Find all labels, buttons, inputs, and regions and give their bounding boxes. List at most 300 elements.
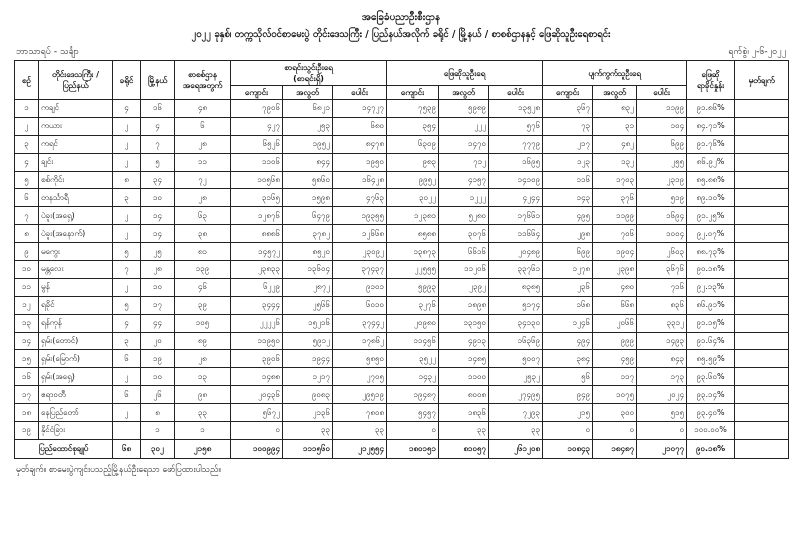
cell-abs-f: ၃၁ xyxy=(593,117,637,135)
total-district: ၆၈ xyxy=(113,439,141,458)
document-subtitle: ၂၀၂၂ ခုနှစ်၊ တက္ကသိုလ်ဝင်စာမေးပွဲ တိုင်းဒေသကြီး / ပြည်နယ်အလိုက် ခရိုင် / မြို့နယ် / စာစစ်ဌာနနှင့် ဖြေဆိုသူဦးရေစာရင်း xyxy=(191,29,611,40)
document-title: အခြေခံပညာဦးစီးဌာန xyxy=(361,12,441,23)
cell-township: ၁၀ xyxy=(141,189,175,207)
cell-township: ၁၀ xyxy=(141,368,175,386)
cell-reg-m: ၆၂၂၉ xyxy=(231,278,283,296)
cell-att-f: ၃၃ xyxy=(439,422,489,440)
cell-region: ကယား xyxy=(39,117,113,135)
total-reg-private: ၁၁၁၅၆၀ xyxy=(283,439,333,458)
cell-abs-t: ၈၃၆ xyxy=(637,296,687,314)
table-row xyxy=(15,404,789,422)
cell-att-m: ၁၂၃၈၁ xyxy=(387,207,439,225)
cell-att-f: ၅၂၈၀ xyxy=(439,207,489,225)
cell-pct: ၁၀၀.၀၀% xyxy=(687,422,735,440)
cell-abs-t: ၅၁၉ xyxy=(637,189,687,207)
cell-reg-f: ၂၅၆၆ xyxy=(283,296,333,314)
cell-remarks xyxy=(735,225,789,243)
cell-reg-m: ၃၄၄၄ xyxy=(231,296,283,314)
cell-att-m: ၁၃၈၇၃ xyxy=(387,243,439,261)
cell-region: ပဲခူး(အရှေ့) xyxy=(39,207,113,225)
total-remarks xyxy=(735,439,789,458)
cell-centers: ၈၁ xyxy=(175,243,231,261)
col-registered-sub: (စာရင်းရှိ) xyxy=(293,74,324,83)
table-row xyxy=(15,332,789,350)
cell-township: ၂၈ xyxy=(141,261,175,279)
cell-centers: ၃၈ xyxy=(175,225,231,243)
cell-reg-t: ၆၈၀ xyxy=(333,117,387,135)
cell-abs-t: ၂၆၀၃ xyxy=(637,243,687,261)
cell-district: ၂ xyxy=(113,278,141,296)
col-att-school: ကျောင်း xyxy=(387,86,439,100)
cell-pct: ၉၁.၇၆% xyxy=(687,135,735,153)
table-body xyxy=(15,100,789,440)
cell-abs-m: ၁၂၄၆ xyxy=(543,314,593,332)
cell-centers: ၃၉ xyxy=(175,296,231,314)
col-abs-school: ကျောင်း xyxy=(543,86,593,100)
cell-township: ၃၄ xyxy=(141,171,175,189)
cell-abs-m: ၄၉၄ xyxy=(543,332,593,350)
cell-reg-t: ၁၄၇၂၇ xyxy=(333,100,387,118)
cell-abs-t: ၀ xyxy=(637,422,687,440)
cell-district: ၅ xyxy=(113,296,141,314)
cell-remarks xyxy=(735,278,789,296)
cell-no: ၁၁ xyxy=(15,278,39,296)
cell-reg-t: ၂၃၀၉၂ xyxy=(333,243,387,261)
cell-att-f: ၄၉၁၃ xyxy=(439,332,489,350)
cell-reg-f: ၁၅၉၈ xyxy=(283,189,333,207)
cell-district: ၂ xyxy=(113,153,141,171)
table-row xyxy=(15,386,789,404)
cell-att-m: ၂၂၅၅၅ xyxy=(387,261,439,279)
cell-att-t: ၁၃၅၂၈ xyxy=(489,100,543,118)
table-row xyxy=(15,350,789,368)
cell-remarks xyxy=(735,100,789,118)
cell-no: ၁၄ xyxy=(15,332,39,350)
cell-att-m: ၁၁၄၅၆ xyxy=(387,332,439,350)
cell-abs-m: ၂၃၆ xyxy=(543,278,593,296)
cell-remarks xyxy=(735,153,789,171)
cell-att-f: ၅၉၈၉ xyxy=(439,100,489,118)
total-att-total: ၂၆၁၂၀၈ xyxy=(489,439,543,458)
cell-remarks xyxy=(735,296,789,314)
cell-abs-f: ၄၅၉ xyxy=(593,350,637,368)
cell-abs-f: ၁၇၀၃ xyxy=(593,171,637,189)
cell-att-t: ၇၇၇၉ xyxy=(489,135,543,153)
cell-att-m: ၁၄၃၂ xyxy=(387,368,439,386)
cell-centers: ၂၈ xyxy=(175,135,231,153)
cell-no: ၉ xyxy=(15,243,39,261)
cell-reg-m: ၁၂၈၇၆ xyxy=(231,207,283,225)
cell-att-f: ၁၈၃၆ xyxy=(439,404,489,422)
cell-reg-t: ၅၈၅၀ xyxy=(333,350,387,368)
total-row xyxy=(15,439,789,458)
cell-abs-m: ၇၃ xyxy=(543,117,593,135)
cell-abs-f: ၆၆၈ xyxy=(593,296,637,314)
cell-att-t: ၂၅၃၂ xyxy=(489,368,543,386)
cell-att-m: ၉၈၃ xyxy=(387,153,439,171)
cell-att-t: ၁၁၆၆၄ xyxy=(489,225,543,243)
cell-region: ရန်ကုန် xyxy=(39,314,113,332)
col-registered-label: စာရင်းသွင်းဦးရေ xyxy=(284,63,333,72)
cell-att-t: ၃၃ xyxy=(489,422,543,440)
col-reg-school: ကျောင်း xyxy=(231,86,283,100)
cell-no: ၃ xyxy=(15,135,39,153)
cell-reg-f: ၃၃ xyxy=(283,422,333,440)
cell-remarks xyxy=(735,386,789,404)
cell-reg-t: ၁၉၃၅၅ xyxy=(333,207,387,225)
cell-abs-f: ၁၉၀၄ xyxy=(593,243,637,261)
cell-abs-m: ၁၁၆ xyxy=(543,171,593,189)
cell-att-t: ၅၁၇၄ xyxy=(489,296,543,314)
cell-no: ၁၈ xyxy=(15,404,39,422)
cell-district: ၂ xyxy=(113,207,141,225)
total-label: ပြည်ထောင်စုချုပ် xyxy=(15,439,113,458)
cell-att-f: ၂၃၉၂ xyxy=(439,278,489,296)
cell-att-f: ၇၁၂ xyxy=(439,153,489,171)
cell-att-t: ၇၂၉၃ xyxy=(489,404,543,422)
cell-no: ၆ xyxy=(15,189,39,207)
cell-att-f: ၁၄၇၀ xyxy=(439,135,489,153)
cell-abs-f: ၃၀၀ xyxy=(593,404,637,422)
cell-region: ဧရာဝတီ xyxy=(39,386,113,404)
cell-reg-m: ၄၂၇ xyxy=(231,117,283,135)
cell-abs-t: ၅၁၅ xyxy=(637,404,687,422)
cell-att-f: ၁၈၉၈ xyxy=(439,296,489,314)
cell-region: ကရင် xyxy=(39,135,113,153)
cell-abs-m: ၉၄၉ xyxy=(543,386,593,404)
cell-att-t: ၂၇၄၉၅ xyxy=(489,386,543,404)
total-township: ၃၀၂ xyxy=(141,439,175,458)
cell-reg-t: ၁၇၈၆၂ xyxy=(333,332,387,350)
cell-district: ၂ xyxy=(113,404,141,422)
col-reg-total: ပေါင်း xyxy=(333,86,387,100)
cell-abs-f: ၀ xyxy=(593,422,637,440)
cell-att-t: ၃၃၇၆၁ xyxy=(489,261,543,279)
cell-reg-m: ၈၈၈၆ xyxy=(231,225,283,243)
cell-region: ပဲခူး(အနောက်) xyxy=(39,225,113,243)
cell-reg-f: ၉၀၈၃ xyxy=(283,386,333,404)
cell-district xyxy=(113,422,141,440)
cell-remarks xyxy=(735,117,789,135)
table-row xyxy=(15,243,789,261)
table-row xyxy=(15,189,789,207)
subject-label: ဘာသာရပ် - သင်္ချာ xyxy=(16,47,79,57)
cell-abs-f: ၉၉၉ xyxy=(593,332,637,350)
cell-centers: ၂၈ xyxy=(175,350,231,368)
cell-reg-m: ၁၄၈၈ xyxy=(231,368,283,386)
total-att-private: ၈၁၀၅၇ xyxy=(439,439,489,458)
col-remarks: မှတ်ချက် xyxy=(735,61,789,100)
cell-no: ၁၉ xyxy=(15,422,39,440)
cell-abs-f: ၈၃၂ xyxy=(593,100,637,118)
cell-reg-m: ၅၆၇၂ xyxy=(231,404,283,422)
cell-pct: ၈၅.၅၉% xyxy=(687,350,735,368)
cell-reg-m: ၀ xyxy=(231,422,283,440)
cell-att-m: ၅၉၉၃ xyxy=(387,278,439,296)
total-abs-total: ၂၁၀၇၇ xyxy=(637,439,687,458)
cell-region: ရှမ်း(မြောက်) xyxy=(39,350,113,368)
col-district: ခရိုင် xyxy=(113,61,141,100)
cell-township: ၄ xyxy=(141,117,175,135)
cell-region: ရှမ်း(အရှေ့) xyxy=(39,368,113,386)
cell-reg-t: ၃၇၄၃၇ xyxy=(333,261,387,279)
col-pct: ဖြေဆို ရာခိုင်နှုန်း xyxy=(687,61,735,100)
cell-abs-t: ၁၀၄ xyxy=(637,117,687,135)
cell-abs-m: ၁၄၃ xyxy=(543,189,593,207)
cell-abs-m: ၆၉၉ xyxy=(543,243,593,261)
cell-reg-t: ၂၉၅၁၉ xyxy=(333,386,387,404)
cell-pct: ၉၀.၁၈% xyxy=(687,261,735,279)
cell-att-m: ၃၂၇၆ xyxy=(387,296,439,314)
cell-township: ၂၀ xyxy=(141,332,175,350)
cell-att-m: ၇၅၃၉ xyxy=(387,100,439,118)
cell-remarks xyxy=(735,243,789,261)
cell-region: ကချင် xyxy=(39,100,113,118)
cell-reg-f: ၁၉၅၂ xyxy=(283,135,333,153)
cell-region: မွန် xyxy=(39,278,113,296)
cell-abs-f: ၁၀၇၅ xyxy=(593,386,637,404)
cell-abs-f: ၁၁၇ xyxy=(593,368,637,386)
col-township: မြို့နယ် xyxy=(141,61,175,100)
table-row xyxy=(15,153,789,171)
cell-pct: ၉၂.၁၃% xyxy=(687,278,735,296)
cell-centers: ၁၃ xyxy=(175,368,231,386)
cell-att-m: ၈၅၈၈ xyxy=(387,225,439,243)
cell-remarks xyxy=(735,368,789,386)
cell-township: ၁ xyxy=(141,422,175,440)
cell-abs-m: ၂၁၇ xyxy=(543,135,593,153)
col-att-total: ပေါင်း xyxy=(489,86,543,100)
cell-abs-t: ၂၀၂၄ xyxy=(637,386,687,404)
cell-centers: ၄၈ xyxy=(175,100,231,118)
cell-township: ၁၆ xyxy=(141,100,175,118)
cell-remarks xyxy=(735,422,789,440)
cell-township: ၂၅ xyxy=(141,243,175,261)
cell-abs-f: ၂၃၉၈ xyxy=(593,261,637,279)
cell-no: ၁၂ xyxy=(15,296,39,314)
table-row xyxy=(15,314,789,332)
cell-att-m: ၅၄၅၇ xyxy=(387,404,439,422)
cell-att-t: ၂၀၄၈၉ xyxy=(489,243,543,261)
cell-att-t: ၅၇၆ xyxy=(489,117,543,135)
cell-no: ၁၃ xyxy=(15,314,39,332)
col-no: စဉ် xyxy=(15,61,39,100)
table-row xyxy=(15,296,789,314)
cell-att-f: ၆၆၁၆ xyxy=(439,243,489,261)
cell-att-f: ၁၃၁၅၀ xyxy=(439,314,489,332)
cell-att-t: ၈၃၈၅ xyxy=(489,278,543,296)
cell-abs-f: ၁၁၉၉ xyxy=(593,207,637,225)
cell-reg-m: ၂၃၈၃၃ xyxy=(231,261,283,279)
cell-centers: ၄၆ xyxy=(175,278,231,296)
cell-abs-f: ၄၈၀ xyxy=(593,278,637,296)
table-row xyxy=(15,278,789,296)
cell-district: ၆ xyxy=(113,386,141,404)
cell-no: ၅ xyxy=(15,171,39,189)
cell-reg-t: ၉၁၀၁ xyxy=(333,278,387,296)
cell-abs-m: ၃၆၇ xyxy=(543,100,593,118)
table-row xyxy=(15,368,789,386)
cell-district: ၄ xyxy=(113,100,141,118)
cell-township: ၁၄ xyxy=(141,225,175,243)
cell-att-t: ၁၄၁၀၉ xyxy=(489,171,543,189)
cell-reg-m: ၁၁၉၅၀ xyxy=(231,332,283,350)
cell-no: ၁ xyxy=(15,100,39,118)
cell-att-m: ၁၉၄၈၇ xyxy=(387,386,439,404)
table-row xyxy=(15,117,789,135)
cell-district: ၅ xyxy=(113,243,141,261)
cell-centers: ၁ xyxy=(175,422,231,440)
col-registered xyxy=(231,61,387,86)
cell-att-f: ၁၂၂၂ xyxy=(439,189,489,207)
cell-reg-m: ၂၀၄၃၆ xyxy=(231,386,283,404)
cell-reg-t: ၃၇၄၄၂ xyxy=(333,314,387,332)
cell-no: ၈ xyxy=(15,225,39,243)
cell-abs-f: ၄၈၂ xyxy=(593,135,637,153)
cell-remarks xyxy=(735,171,789,189)
table-row xyxy=(15,225,789,243)
cell-remarks xyxy=(735,261,789,279)
cell-no: ၄ xyxy=(15,153,39,171)
cell-reg-f: ၁၂၁၇ xyxy=(283,368,333,386)
cell-reg-f: ၂၁၃၆ xyxy=(283,404,333,422)
total-abs-private: ၁၈၄၈၇ xyxy=(593,439,637,458)
cell-abs-t: ၆၉၉ xyxy=(637,135,687,153)
cell-no: ၁၇ xyxy=(15,386,39,404)
cell-region: စစ်ကိုင်း xyxy=(39,171,113,189)
cell-att-t: ၁၆၃၆၉ xyxy=(489,332,543,350)
cell-reg-t: ၁၆၄၂၈ xyxy=(333,171,387,189)
cell-reg-f: ၆၄၇၉ xyxy=(283,207,333,225)
cell-township: ၅ xyxy=(141,153,175,171)
cell-remarks xyxy=(735,314,789,332)
cell-att-t: ၅၀၀၇ xyxy=(489,350,543,368)
cell-abs-m: ၂၉၈ xyxy=(543,225,593,243)
cell-centers: ၆ xyxy=(175,117,231,135)
cell-pct: ၈၆.၉၁% xyxy=(687,296,735,314)
col-abs-total: ပေါင်း xyxy=(637,86,687,100)
cell-abs-t: ၂၃၁၉ xyxy=(637,171,687,189)
cell-abs-f: ၃၇၆ xyxy=(593,189,637,207)
cell-township: ၇ xyxy=(141,135,175,153)
col-region: တိုင်းဒေသကြီး / ပြည်နယ် xyxy=(39,61,113,100)
cell-abs-f: ၁၃၂ xyxy=(593,153,637,171)
cell-centers: ၆၃ xyxy=(175,207,231,225)
col-attended: ဖြေဆိုသူဦးရေ xyxy=(387,61,543,86)
cell-region: ချင်း xyxy=(39,153,113,171)
cell-remarks xyxy=(735,189,789,207)
cell-pct: ၈၈.၇၃% xyxy=(687,243,735,261)
cell-abs-m: ၂၁၅ xyxy=(543,404,593,422)
cell-reg-m: ၃၁၆၅ xyxy=(231,189,283,207)
cell-centers: ၁၀၅ xyxy=(175,314,231,332)
cell-reg-t: ၈၄၇၈ xyxy=(333,135,387,153)
cell-centers: ၁၁ xyxy=(175,153,231,171)
table-row xyxy=(15,171,789,189)
cell-reg-t: ၂၇၀၅ xyxy=(333,368,387,386)
cell-township: ၂၆ xyxy=(141,386,175,404)
cell-reg-t: ၁၂၆၆၈ xyxy=(333,225,387,243)
cell-pct: ၉၁.၂၅% xyxy=(687,207,735,225)
cell-district: ၃ xyxy=(113,332,141,350)
cell-township: ၁၀ xyxy=(141,278,175,296)
cell-att-t: ၄၂၄၄ xyxy=(489,189,543,207)
cell-township: ၄၄ xyxy=(141,314,175,332)
cell-att-m: ၃၅၂၂ xyxy=(387,350,439,368)
cell-pct: ၉၃.၁၄% xyxy=(687,386,735,404)
footer-note: မှတ်ချက်။ စာမေးပွဲကျင်းပသည့်မြို့နယ်ဦးရေသာ ဖော်ပြထားပါသည်။ xyxy=(16,464,221,475)
cell-pct: ၉၁.၈၆% xyxy=(687,100,735,118)
cell-reg-t: ၇၈၀၈ xyxy=(333,404,387,422)
cell-abs-t: ၁၄၉၃ xyxy=(637,332,687,350)
document-date: ရက်စွဲ၊ ၂-၆-၂၀၂၂ xyxy=(728,47,786,57)
cell-remarks xyxy=(735,135,789,153)
results-table xyxy=(14,60,789,459)
cell-att-f: ၁၄၈၅ xyxy=(439,350,489,368)
cell-reg-f: ၂၅၃ xyxy=(283,117,333,135)
cell-district: ၆ xyxy=(113,350,141,368)
cell-district: ၈ xyxy=(113,171,141,189)
cell-reg-f: ၂၈၇၂ xyxy=(283,278,333,296)
cell-pct: ၉၁.၆၄% xyxy=(687,332,735,350)
cell-centers: ၂၈ xyxy=(175,189,231,207)
document-meta xyxy=(14,44,788,60)
cell-reg-f: ၃၇၈၂ xyxy=(283,225,333,243)
cell-abs-t: ၁၀၀၄ xyxy=(637,225,687,243)
cell-reg-f: ၈၅၂၀ xyxy=(283,243,333,261)
cell-reg-f: ၁၃၆၀၄ xyxy=(283,261,333,279)
cell-abs-m: ၃၈၄ xyxy=(543,350,593,368)
cell-reg-t: ၄၇၆၃ xyxy=(333,189,387,207)
cell-reg-m: ၃၉၀၆ xyxy=(231,350,283,368)
cell-att-f: ၁၁၀၀ xyxy=(439,368,489,386)
col-centers: စာစစ်ဌာန အရေအတွက် xyxy=(175,61,231,100)
total-att-school: ၁၈၀၁၅၁ xyxy=(387,439,439,458)
cell-reg-f: ၁၉၄၄ xyxy=(283,350,333,368)
cell-remarks xyxy=(735,404,789,422)
cell-no: ၁၅ xyxy=(15,350,39,368)
cell-no: ၁၆ xyxy=(15,368,39,386)
cell-att-f: ၄၁၅၇ xyxy=(439,171,489,189)
table-row xyxy=(15,135,789,153)
cell-region: ရခိုင် xyxy=(39,296,113,314)
col-att-private: အလွတ် xyxy=(439,86,489,100)
cell-reg-t: ၃၃ xyxy=(333,422,387,440)
cell-reg-m: ၁၄၅၇၂ xyxy=(231,243,283,261)
cell-reg-t: ၁၉၅၀ xyxy=(333,153,387,171)
cell-att-f: ၁၁၂၀၆ xyxy=(439,261,489,279)
cell-region: နေပြည်တော် xyxy=(39,404,113,422)
cell-pct: ၈၆.၉၂% xyxy=(687,153,735,171)
cell-reg-f: ၁၅၂၁၆ xyxy=(283,314,333,332)
cell-att-t: ၃၄၁၃၀ xyxy=(489,314,543,332)
cell-att-f: ၃၀၇၆ xyxy=(439,225,489,243)
cell-reg-f: ၅၈၆၀ xyxy=(283,171,333,189)
table-row xyxy=(15,207,789,225)
cell-att-f: ၈၀၀၈ xyxy=(439,386,489,404)
cell-remarks xyxy=(735,332,789,350)
cell-region: မန္တလေး xyxy=(39,261,113,279)
cell-reg-f: ၅၉၁၂ xyxy=(283,332,333,350)
cell-abs-m: ၀ xyxy=(543,422,593,440)
total-reg-school: ၁၀၀၉၉၄ xyxy=(231,439,283,458)
cell-pct: ၈၉.၁၀% xyxy=(687,189,735,207)
total-reg-total: ၂၁၂၅၅၄ xyxy=(333,439,387,458)
cell-remarks xyxy=(735,207,789,225)
cell-att-f: ၂၂၂ xyxy=(439,117,489,135)
cell-abs-m: ၁၂၃ xyxy=(543,153,593,171)
cell-abs-t: ၁၇၃ xyxy=(637,368,687,386)
